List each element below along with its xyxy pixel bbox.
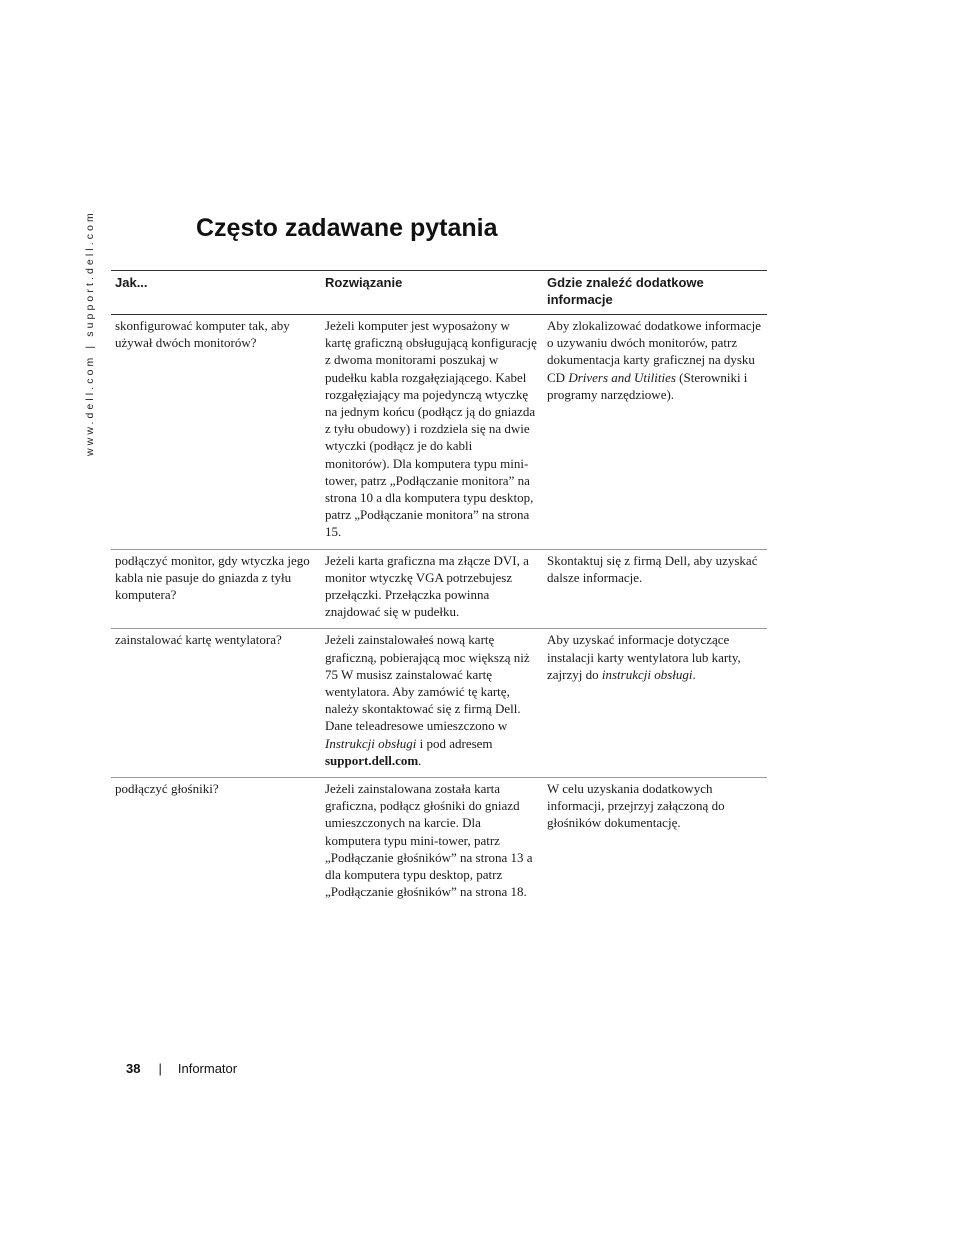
more-info-text-end: (Sterowniki i programy narzędziowe).: [547, 369, 748, 402]
cell-more-info: W celu uzyskania dodatkowych informacji, przejrzyj załączoną do głośników dokumentację.: [547, 781, 725, 831]
solution-text-end: .: [418, 752, 422, 768]
table-row: [111, 778, 767, 909]
cd-title: Drivers and Utilities: [568, 369, 676, 385]
more-info-text-end: .: [692, 666, 696, 682]
cell-how: zainstalować kartę wentylatora?: [111, 629, 321, 778]
cell-how: skonfigurować komputer tak, aby używał dwóch monitorów?: [111, 315, 321, 550]
more-info-text: Aby zlokalizować dodatkowe informacje o uzywaniu dwóch monitorów, patrz dokumentacja karty graficznej na dysku CD: [547, 318, 762, 385]
sidebar-url: www.dell.com | support.dell.com: [84, 210, 96, 456]
column-header-more-info: Gdzie znaleźć dodatkowe informacje: [543, 271, 767, 315]
footer-section: Informator: [177, 1061, 238, 1076]
page-title: Często zadawane pytania: [196, 214, 498, 242]
column-header-solution: Rozwiązanie: [321, 271, 543, 315]
cell-how: podłączyć monitor, gdy wtyczka jego kabla nie pasuje do gniazda z tyłu komputera?: [111, 549, 321, 629]
solution-text-middle: i pod adresem: [416, 735, 493, 751]
cell-more-info: [543, 629, 767, 778]
faq-table: [111, 270, 767, 909]
footer-separator: |: [158, 1061, 162, 1076]
column-header-how: Jak...: [111, 271, 321, 315]
table-row: [111, 315, 767, 550]
table-row: [111, 549, 767, 629]
table-header-row: [111, 271, 767, 315]
cell-solution: [321, 629, 543, 778]
page-number: 38: [126, 1061, 141, 1076]
cell-solution: Jeżeli zainstalowana została karta graficzna, podłącz głośniki do gniazd umieszczonych na karcie. Dla komputera typu mini-tower, patrz „Podłączanie głośników” na strona 13 a dla komputera typu desktop, patrz „Podłączanie głośników” na strona 18.: [325, 781, 533, 900]
manual-title: Instrukcji obsługi: [325, 735, 417, 751]
cell-solution: Jeżeli karta graficzna ma złącze DVI, a monitor wtyczkę VGA potrzebujesz przełączki. Przełączka powinna znajdować się w pudełku.: [321, 549, 543, 629]
table-row: [111, 629, 767, 778]
page-footer: [126, 1061, 237, 1076]
solution-text: Jeżeli zainstalowałeś nową kartę graficzną, pobierającą moc większą niż 75 W musisz zainstalować kartę wentylatora. Aby zamówić tę kartę, należy skontaktować się z firmą Dell. Dane teleadresowe umieszczono w: [325, 632, 530, 734]
cell-more-info: [543, 315, 767, 550]
manual-title: instrukcji obsługi: [601, 666, 693, 682]
support-url: support.dell.com: [325, 752, 419, 768]
cell-how: podłączyć głośniki?: [115, 781, 219, 797]
cell-solution: Jeżeli komputer jest wyposażony w kartę graficzną obsługującą konfigurację z dwoma monitorami poszukaj w pudełku kabla rozgałęziającego. Kabel rozgałęziający ma pojedynczą wtyczkę na jednym końcu (podłącz ją do gniazda z tyłu obudowy) i rozdziela się na dwie wtyczki (podłącz je do kabli monitorów). Dla komputera typu mini-tower, patrz „Podłączanie monitora” na strona 10 a dla komputera typu desktop, patrz „Podłączanie monitora” na strona 15.: [321, 315, 543, 550]
cell-more-info: Skontaktuj się z firmą Dell, aby uzyskać dalsze informacje.: [543, 549, 767, 629]
more-info-text: Aby uzyskać informacje dotyczące instalacji karty wentylatora lub karty, zajrzyj do: [547, 632, 741, 682]
